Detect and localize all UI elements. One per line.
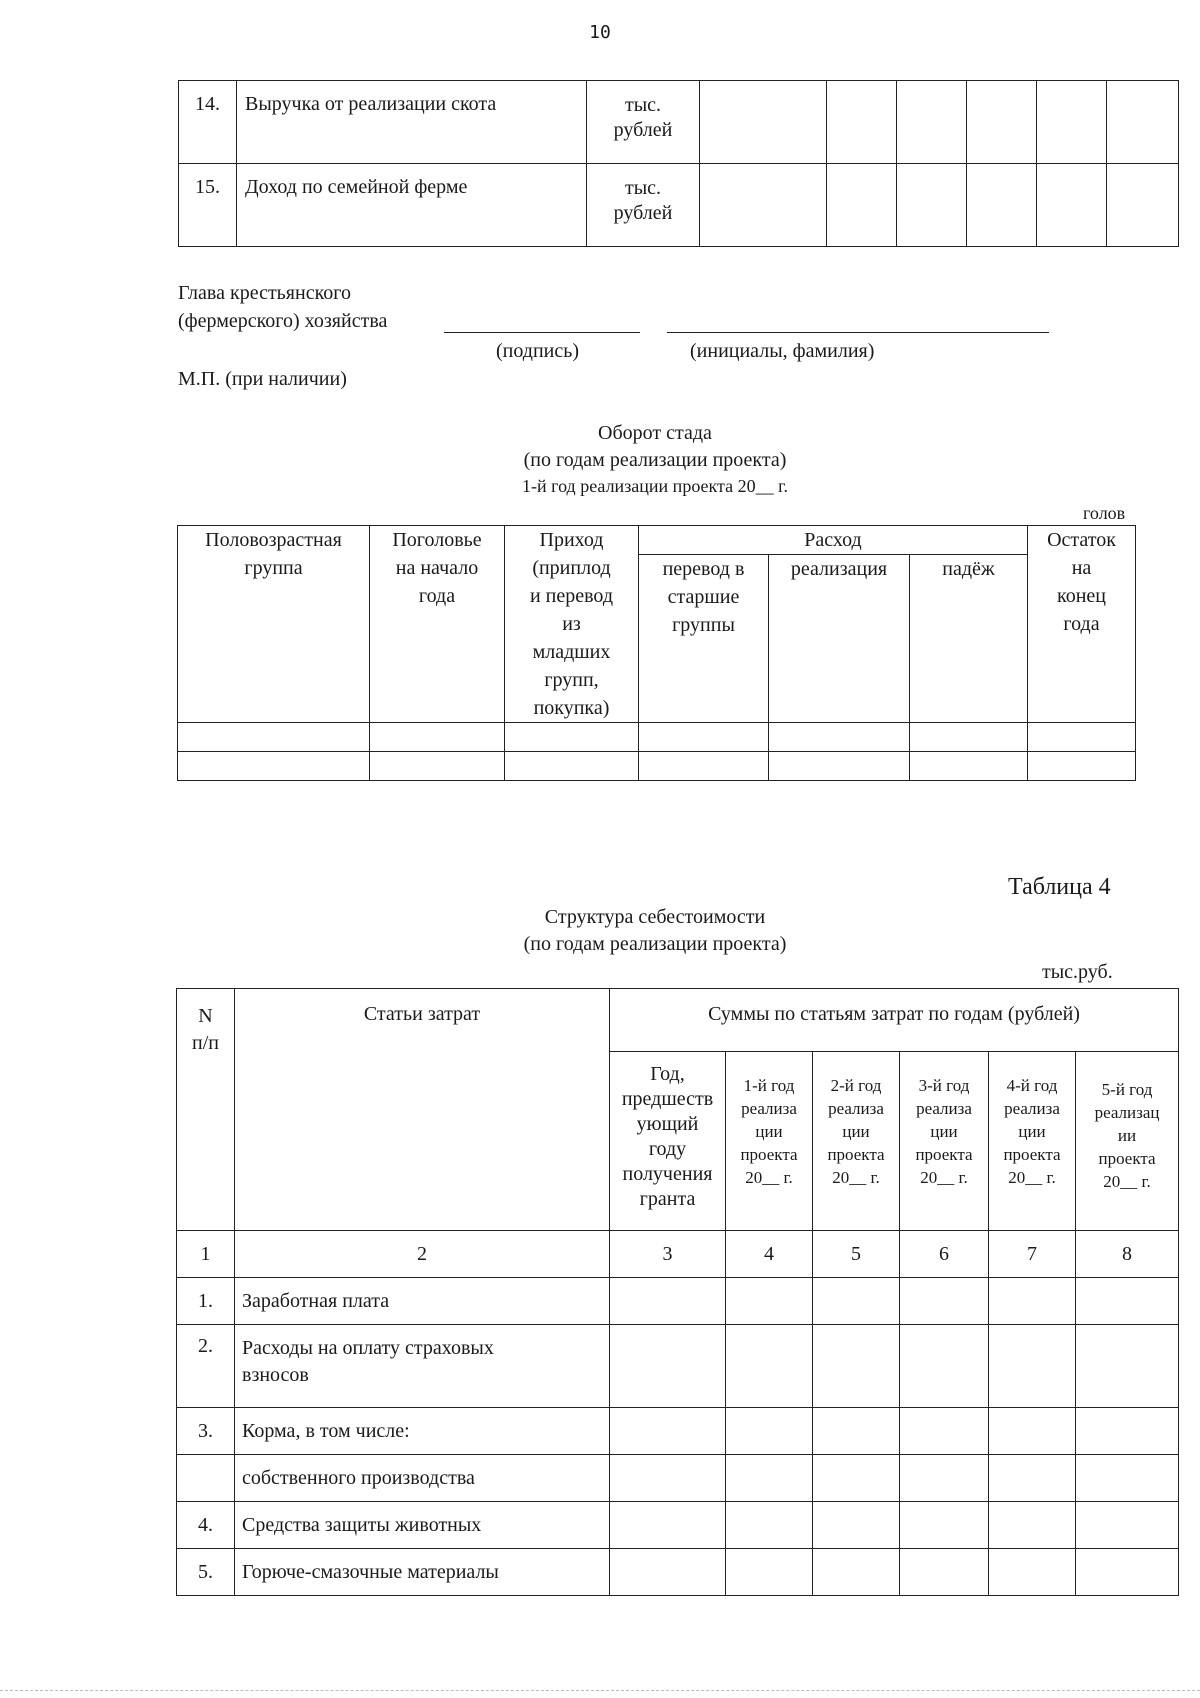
column-number-row (177, 1231, 1179, 1278)
row-name: Корма, в том числе: (235, 1408, 610, 1455)
header-year-3 (900, 1052, 989, 1231)
row-unit (587, 81, 700, 164)
header-line: предшеств (621, 1088, 714, 1110)
header-income (505, 526, 639, 723)
table-cell (178, 752, 370, 781)
header-line: ции (930, 1122, 958, 1141)
row-name: Горюче-смазочные материалы (235, 1549, 610, 1596)
header-line: 20__ г. (745, 1168, 793, 1187)
header-line: ции (755, 1122, 783, 1141)
header-line: ии (1117, 1126, 1137, 1145)
column-number: 1 (177, 1231, 235, 1278)
name-caption: (инициалы, фамилия) (690, 340, 875, 362)
header-transfer (639, 555, 769, 723)
row-name: Расходы на оплату страховых взносов (235, 1325, 610, 1408)
table-row (179, 81, 1179, 164)
header-line: на начало (395, 557, 479, 579)
table-row (177, 1408, 1179, 1455)
header-item: Статьи затрат (235, 989, 610, 1231)
header-year-1 (726, 1052, 813, 1231)
header-line: 20__ г. (1008, 1168, 1056, 1187)
header-line: проекта (915, 1145, 973, 1164)
table-cell (769, 723, 910, 752)
row-number: 3. (177, 1408, 235, 1455)
header-line: реализа (916, 1099, 972, 1118)
name-line[interactable] (667, 332, 1049, 333)
signature-title: Глава крестьянского (178, 282, 351, 304)
row-number: 2. (177, 1325, 235, 1408)
header-year-5 (1076, 1052, 1179, 1231)
header-line: проекта (740, 1145, 798, 1164)
header-year-2 (813, 1052, 900, 1231)
header-pre-year (610, 1052, 726, 1231)
value-cell (827, 81, 897, 164)
table-cell (505, 723, 639, 752)
column-number: 8 (1076, 1231, 1179, 1278)
row-number: 4. (177, 1502, 235, 1549)
page-number: 10 (589, 22, 611, 43)
row-name: Средства защиты животных (235, 1502, 610, 1549)
cost-title: Структура себестоимости (544, 906, 766, 928)
table-label: Таблица 4 (1008, 874, 1111, 900)
header-year-4 (989, 1052, 1076, 1231)
header-sums: Суммы по статьям затрат по годам (рублей) (610, 989, 1179, 1052)
header-group (178, 526, 370, 723)
header-line: п/п (192, 1032, 219, 1054)
header-line: Половозрастная (205, 529, 342, 551)
header-line: года (1063, 613, 1100, 635)
header-line: 20__ г. (920, 1168, 968, 1187)
table-cell (639, 752, 769, 781)
row-name: Заработная плата (235, 1278, 610, 1325)
unit-line: тыс. (624, 177, 662, 199)
header-num (177, 989, 235, 1231)
value-cell (1107, 81, 1179, 164)
header-line: (приплод (532, 557, 611, 579)
signature-subtitle: (фермерского) хозяйства (178, 310, 388, 332)
header-line: Год, (650, 1063, 685, 1085)
column-number: 6 (900, 1231, 989, 1278)
table-cell (769, 752, 910, 781)
header-line: 3-й год (918, 1076, 970, 1095)
value-cell (967, 164, 1037, 247)
header-line: проекта (1003, 1145, 1061, 1164)
header-line: Приход (539, 529, 604, 551)
column-number: 5 (813, 1231, 900, 1278)
header-line: группы (672, 614, 735, 636)
header-line: реализац (1094, 1103, 1160, 1122)
row-name: Выручка от реализации скота (237, 81, 587, 164)
header-line: реализа (828, 1099, 884, 1118)
row-name: собственного производства (235, 1455, 610, 1502)
table-row (178, 723, 1136, 752)
header-line: проекта (827, 1145, 885, 1164)
row-number: 15. (179, 164, 237, 247)
header-line: групп, (544, 669, 599, 691)
header-line: получения (622, 1163, 713, 1185)
header-line: Остаток (1047, 529, 1116, 551)
header-line: на (1071, 557, 1092, 579)
table-cell (1028, 752, 1136, 781)
header-line: реализа (741, 1099, 797, 1118)
header-line: покупка) (533, 697, 610, 719)
value-cell (1037, 164, 1107, 247)
table-cell (370, 752, 505, 781)
table-header-row (178, 526, 1136, 555)
herd-unit: голов (1083, 503, 1126, 523)
table-cell (178, 723, 370, 752)
row-name: Доход по семейной ферме (237, 164, 587, 247)
value-cell (1107, 164, 1179, 247)
value-cell (967, 81, 1037, 164)
header-line: гранта (639, 1188, 696, 1210)
value-cell (1037, 81, 1107, 164)
table-cell (910, 723, 1028, 752)
unit-line: рублей (613, 119, 673, 141)
unit-line: тыс. (624, 94, 662, 116)
value-cell (897, 164, 967, 247)
header-line: старшие (667, 586, 740, 608)
header-expense: Расход (639, 526, 1028, 555)
signature-line[interactable] (444, 332, 640, 333)
table-row (177, 1455, 1179, 1502)
scan-edge (0, 1690, 1200, 1691)
header-sale: реализация (769, 555, 910, 723)
header-line: перевод в (662, 558, 745, 580)
table-row (177, 1325, 1179, 1408)
column-number: 2 (235, 1231, 610, 1278)
header-line: ующий (636, 1113, 699, 1135)
value-cell (897, 81, 967, 164)
value-cell (700, 81, 827, 164)
header-line: из (562, 613, 581, 635)
signature-caption: (подпись) (496, 340, 580, 362)
income-table (178, 80, 1179, 247)
row-number: 14. (179, 81, 237, 164)
column-number: 4 (726, 1231, 813, 1278)
table-row (177, 1549, 1179, 1596)
herd-table (177, 525, 1136, 781)
herd-year: 1-й год реализации проекта 20__ г. (522, 476, 788, 496)
header-line: ции (1018, 1122, 1046, 1141)
header-line: 20__ г. (1103, 1172, 1151, 1191)
value-cell (827, 164, 897, 247)
header-line: 1-й год (743, 1076, 795, 1095)
cost-table (176, 988, 1179, 1596)
header-line: и перевод (529, 585, 614, 607)
header-line: 4-й год (1006, 1076, 1058, 1095)
row-unit (587, 164, 700, 247)
header-start (370, 526, 505, 723)
row-number: 1. (177, 1278, 235, 1325)
table-row (179, 164, 1179, 247)
header-line: 5-й год (1101, 1080, 1153, 1099)
stamp-note: М.П. (при наличии) (178, 368, 347, 390)
header-line: 20__ г. (832, 1168, 880, 1187)
table-cell (910, 752, 1028, 781)
herd-subtitle: (по годам реализации проекта) (523, 449, 787, 471)
value-cell (700, 164, 827, 247)
table-cell (1028, 723, 1136, 752)
column-number: 7 (989, 1231, 1076, 1278)
header-end (1028, 526, 1136, 723)
cost-unit: тыс.руб. (1042, 961, 1113, 983)
header-line: конец (1057, 585, 1106, 607)
header-line: ции (842, 1122, 870, 1141)
header-line: группа (244, 557, 303, 579)
header-line: N (198, 1005, 213, 1027)
table-header-row (177, 989, 1179, 1052)
table-row (177, 1502, 1179, 1549)
header-line: проекта (1098, 1149, 1156, 1168)
table-cell (370, 723, 505, 752)
header-line: году (648, 1138, 687, 1160)
header-line: года (418, 585, 456, 607)
table-cell (639, 723, 769, 752)
header-line: 2-й год (830, 1076, 882, 1095)
header-line: Поголовье (392, 529, 482, 551)
header-line: младших (532, 641, 611, 663)
column-number: 3 (610, 1231, 726, 1278)
table-row (178, 752, 1136, 781)
header-loss: падёж (910, 555, 1028, 723)
table-cell (505, 752, 639, 781)
row-number: 5. (177, 1549, 235, 1596)
cost-subtitle: (по годам реализации проекта) (523, 933, 787, 955)
unit-line: рублей (613, 202, 673, 224)
table-row (177, 1278, 1179, 1325)
header-line: реализа (1004, 1099, 1060, 1118)
row-number (177, 1455, 235, 1502)
herd-title: Оборот стада (598, 422, 712, 444)
